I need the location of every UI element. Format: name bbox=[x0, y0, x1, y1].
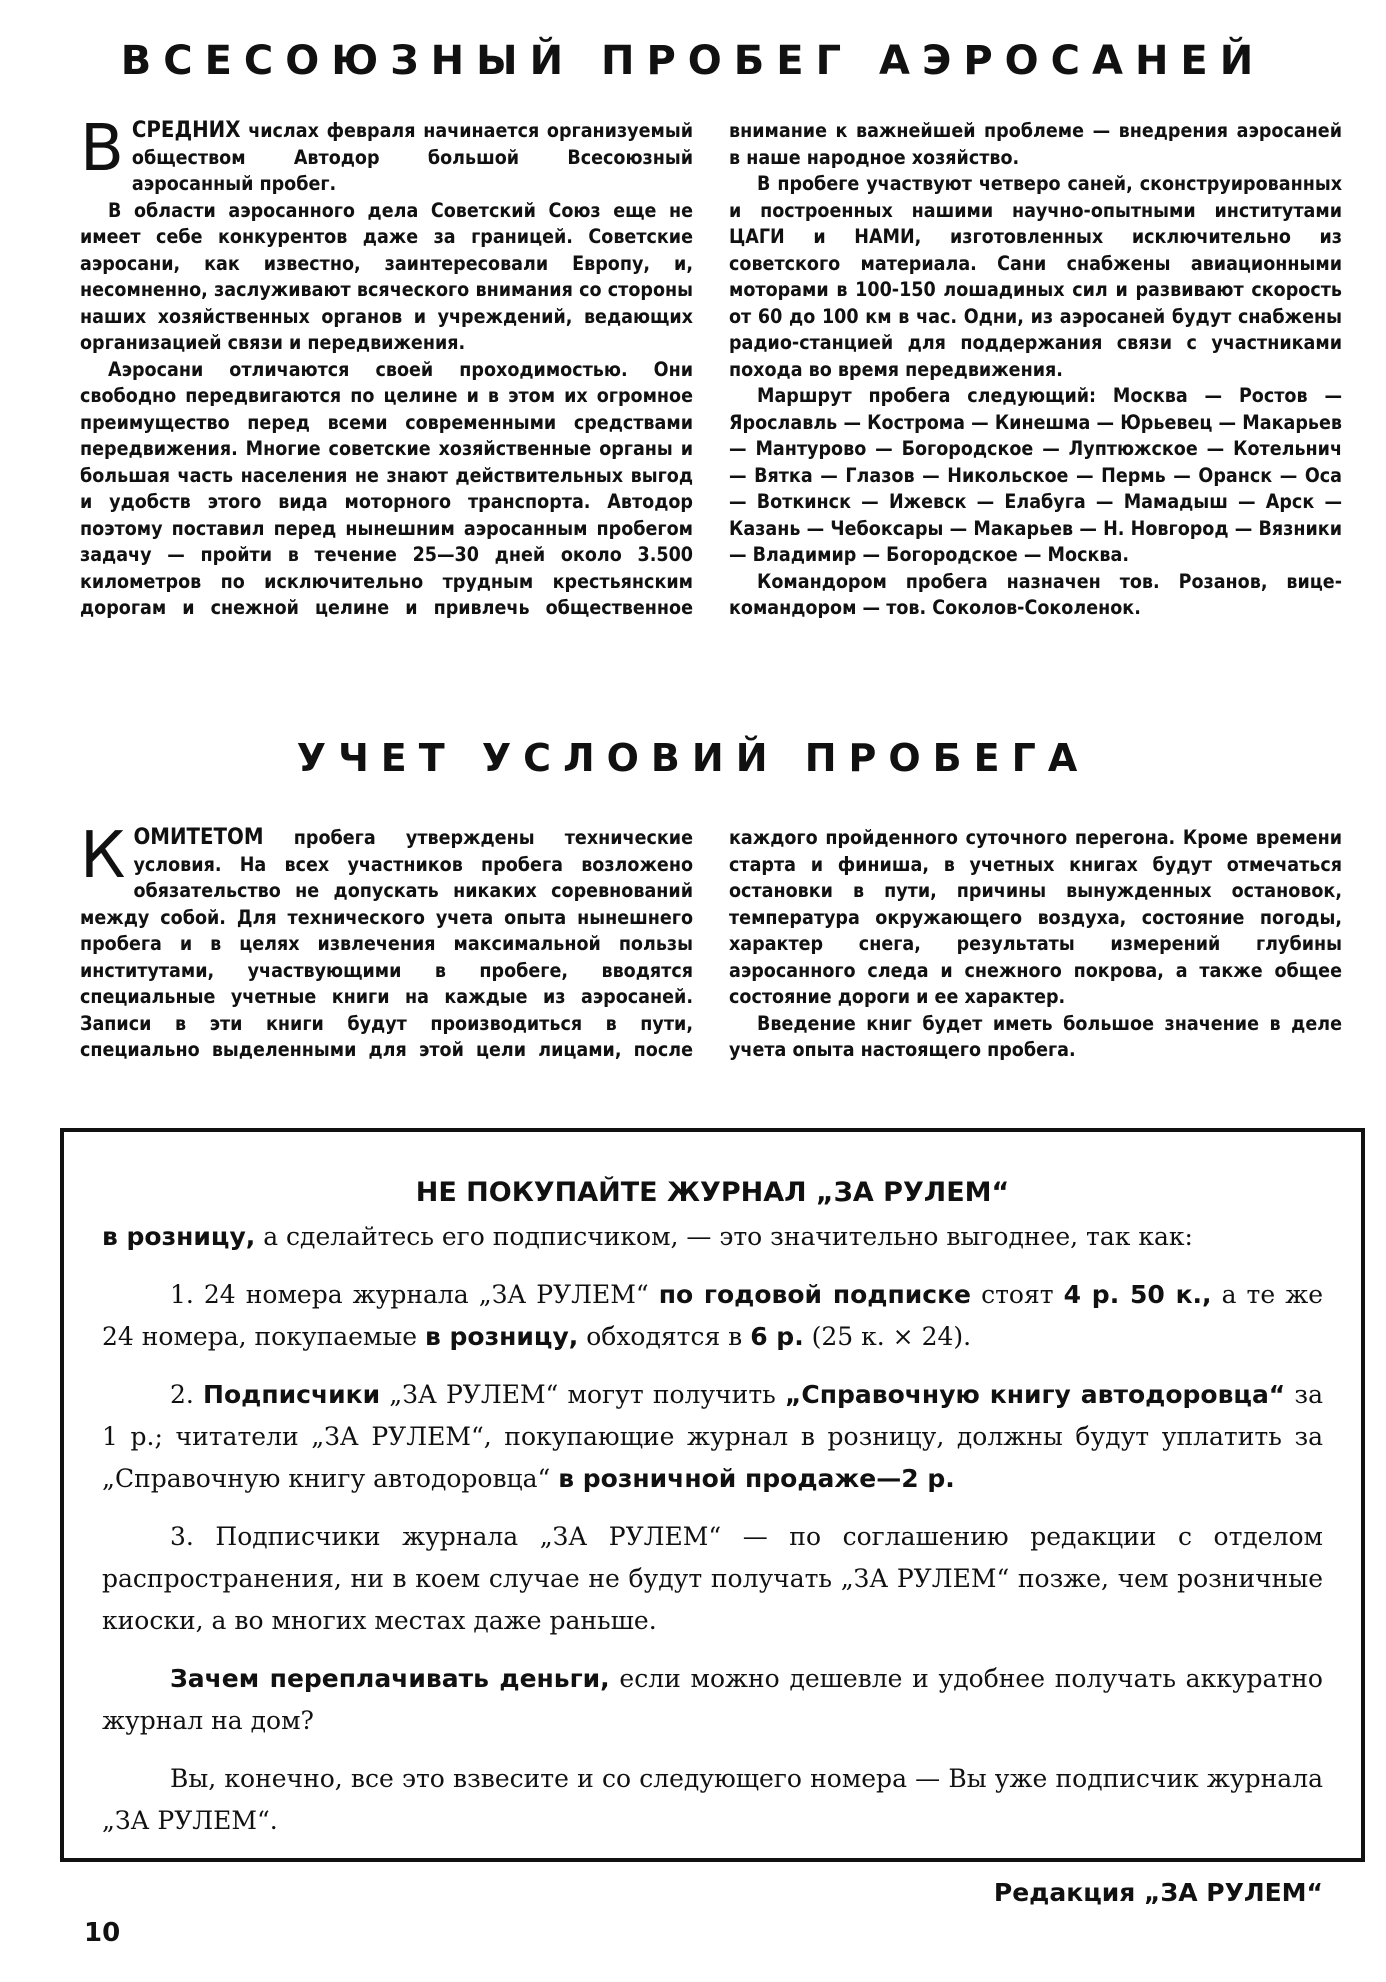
page-number: 10 bbox=[84, 1918, 121, 1948]
article-columns bbox=[80, 819, 1342, 1064]
lead-word: СРЕДНИХ bbox=[131, 118, 241, 143]
ad-item-2 bbox=[102, 1374, 1323, 1500]
text: если можно дешевле и удобнее получать аккуратно журнал на дом? bbox=[102, 1664, 1323, 1735]
lead-word: ОМИТЕТОМ bbox=[133, 825, 264, 850]
text: Подписчики bbox=[203, 1380, 381, 1409]
article-body bbox=[80, 112, 1342, 622]
text: 1. 24 номера журнала „ЗА РУЛЕМ“ bbox=[170, 1280, 659, 1309]
drop-cap: В bbox=[80, 112, 124, 186]
paragraph: Введение книг будет иметь большое значение в деле учета опыта настоящего пробега. bbox=[729, 1011, 1342, 1061]
text: 6 р. bbox=[750, 1322, 804, 1351]
ad-item-1 bbox=[102, 1274, 1323, 1358]
ad-intro: а сделайтесь его подписчиком, — это значительно выгоднее, так как: bbox=[255, 1222, 1193, 1251]
subscription-ad bbox=[60, 1128, 1365, 1907]
text: „Справочную книгу автодоровца“ bbox=[784, 1380, 1286, 1409]
article-body-2 bbox=[80, 819, 1342, 1064]
text: стоят bbox=[971, 1280, 1064, 1309]
article-title: ВСЕСОЮЗНЫЙ ПРОБЕГ АЭРОСАНЕЙ bbox=[120, 38, 1266, 84]
section-title: УЧЕТ УСЛОВИЙ ПРОБЕГА bbox=[296, 736, 1090, 780]
text: „ЗА РУЛЕМ“ могут получить bbox=[380, 1380, 785, 1409]
drop-cap: К bbox=[80, 819, 126, 893]
article-columns bbox=[80, 112, 1342, 622]
text: по годовой подписке bbox=[658, 1280, 972, 1309]
text: (25 к. × 24). bbox=[803, 1322, 972, 1351]
paragraph: Аэросани отличаются своей проходимостью. Они свободно передвигаются по целине и в этом их огромное преимущество перед всеми современными средствами передвижения. Многие советские хозяйственные органы и большая часть населения не знают действительных выгод и удобств этого вида моторного транспорта. Автодор поэтому поставил перед нынешним аэросанным пробегом задачу — пройти в течение 25—30 дней около 3.500 километров по исключительно трудным крестьянским дорогам и снежной целине и привлечь общественное внимание к важнейшей проблеме — внедрения аэросаней в наше народное хозяйство. bbox=[80, 119, 1342, 619]
ad-question bbox=[102, 1658, 1323, 1742]
text: в розничной продаже—2 р. bbox=[558, 1464, 955, 1493]
ad-closing: Вы, конечно, все это взвесите и со следующего номера — Вы уже подписчик журнала „ЗА РУЛЕМ“. bbox=[102, 1764, 1323, 1835]
paragraph: Командором пробега назначен тов. Розанов, вице-командором — тов. Соколов-Соколенок. bbox=[729, 569, 1342, 619]
ad-intro-bold: в розницу, bbox=[102, 1222, 256, 1251]
ad-item-3: 3. Подписчики журнала „ЗА РУЛЕМ“ — по соглашению редакции с отделом распространения, ни в коем случае не будут получать „ЗА РУЛЕМ“ позже, чем розничные киоски, а во многих местах даже раньше. bbox=[102, 1522, 1323, 1635]
paragraph: Маршрут пробега следующий: Москва — Ростов — Ярославль — Кострома — Кинешма — Юрьевец — Макарьев — Мантурово — Богородское — Луптюжское — Котельнич — Вятка — Глазов — Никольское — Пермь — Оранск — Оса — Воткинск — Ижевск — Елабуга — Мамадыш — Арск — Казань — Чебоксары — Макарьев — Н. Новгород — Вязники — Владимир — Богородское — Москва. bbox=[729, 384, 1342, 566]
text: обходятся в bbox=[578, 1322, 751, 1351]
text: в розницу, bbox=[425, 1322, 579, 1351]
paragraph: В области аэросанного дела Советский Союз еще не имеет себе конкурентов даже за границей. Советские аэросани, как известно, заинтересовали Европу, и, несомненно, заслуживают всяческого внимания со стороны наших хозяйственных органов и учреждений, ведающих организацией связи и передвижения. bbox=[80, 198, 693, 354]
paragraph: числах февраля начинается организуемый обществом Автодор большой Всесоюзный аэросанный пробег. bbox=[131, 119, 693, 195]
text: а те же 24 номера, покупаемые bbox=[102, 1280, 1323, 1351]
text: 2. bbox=[170, 1380, 204, 1409]
text: за 1 р.; читатели „ЗА РУЛЕМ“, покупающие журнал в розницу, должны будут уплатить за „Справочную книгу автодоровца“ bbox=[102, 1380, 1323, 1493]
paragraph: В пробеге участвуют четверо саней, сконструированных и построенных нашими научно-опытными институтами ЦАГИ и НАМИ, изготовленных исключительно из советского материала. Сани снабжены авиационными моторами в 100-150 лошадиных сил и развивают скорость от 60 до 100 км в час. Одни, из аэросаней будут снабжены радио-станцией для поддержания связи с участниками похода во время передвижения. bbox=[729, 172, 1342, 381]
ad-heading: НЕ ПОКУПАЙТЕ ЖУРНАЛ „ЗА РУЛЕМ“ bbox=[415, 1177, 1010, 1208]
paragraph: пробега утверждены технические условия. На всех участников пробега возложено обязательство не допускать никаких соревнований между собой. Для технического учета опыта нынешнего пробега и в целях извлечения максимальной пользы институтами, участвующими в пробеге, вводятся специальные учетные книги на каждые из аэросаней. Записи в эти книги будут производиться в пути, специально выделенными для этой цели лицами, после каждого пройденного суточного перегона. Кроме времени старта и финиша, в учетных книгах будут отмечаться остановки в пути, причины вынужденных остановок, температура окружающего воздуха, состояние погоды, характер снега, результаты измерений глубины аэросанного следа и снежного покрова, а также общее состояние дороги и ее характер. bbox=[80, 826, 1342, 1061]
text: Зачем переплачивать деньги, bbox=[170, 1664, 610, 1693]
text: 4 р. 50 к., bbox=[1063, 1280, 1212, 1309]
ad-signature: Редакция „ЗА РУЛЕМ“ bbox=[993, 1878, 1323, 1907]
